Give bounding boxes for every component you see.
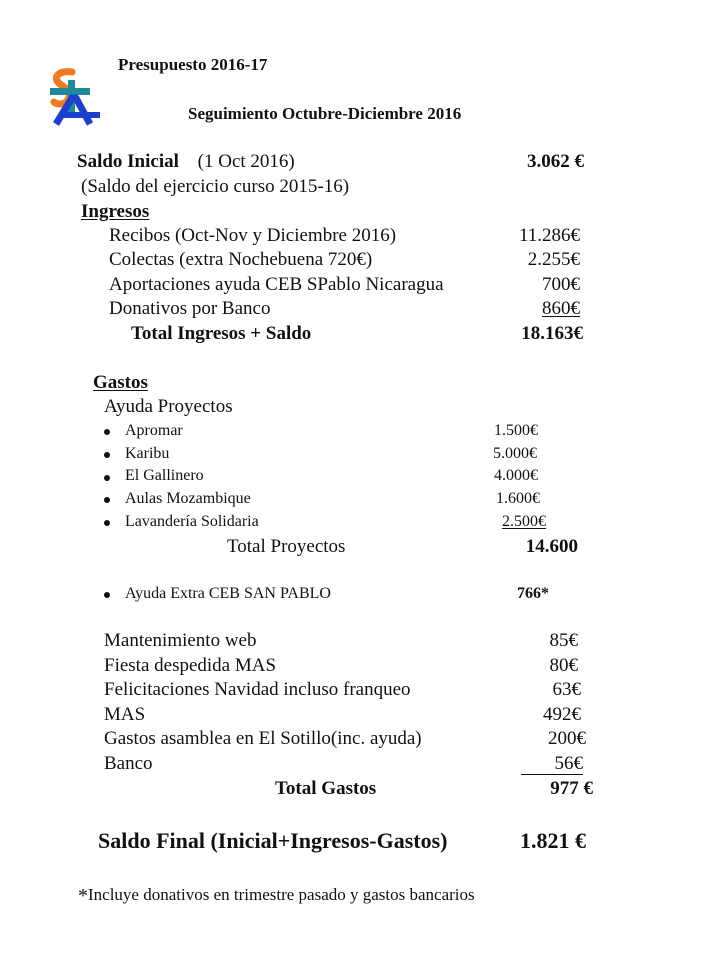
ingreso-value: 860€ <box>542 298 580 319</box>
sum-rule-divider <box>521 774 583 775</box>
saldo-inicial-label: Saldo Inicial <box>77 151 179 172</box>
ayuda-extra-value: 766* <box>517 585 549 602</box>
ingreso-value: 11.286€ <box>518 225 580 246</box>
proyecto-label: Lavandería Solidaria <box>125 513 259 530</box>
saldo-inicial-date: (1 Oct 2016) <box>197 151 295 172</box>
ingreso-label: Aportaciones ayuda CEB SPablo Nicaragua <box>109 274 444 295</box>
ingreso-label: Colectas (extra Nochebuena 720€) <box>109 249 373 270</box>
gasto-label: Mantenimiento web <box>104 630 257 651</box>
proyecto-value: 4.000€ <box>494 467 538 484</box>
total-ingresos-value: 18.163€ <box>521 323 583 344</box>
saldo-final-value: 1.821 € <box>520 828 586 853</box>
total-gastos-label: Total Gastos <box>275 778 377 799</box>
document-subtitle: Seguimiento Octubre-Diciembre 2016 <box>188 104 462 123</box>
ingreso-label: Recibos (Oct-Nov y Diciembre 2016) <box>109 225 397 246</box>
proyecto-label: Apromar <box>125 422 183 439</box>
footnote <box>78 885 475 908</box>
bullet-icon <box>104 429 110 435</box>
ayuda-proyectos-heading: Ayuda Proyectos <box>104 396 233 417</box>
footnote-marker: * <box>78 885 88 907</box>
gasto-value: 85€ <box>549 630 578 651</box>
gasto-value: 492€ <box>543 704 581 725</box>
proyecto-label: Karibu <box>125 445 170 462</box>
gasto-value: 63€ <box>552 679 581 700</box>
proyecto-value: 1.500€ <box>494 422 538 439</box>
saldo-final-label: Saldo Final (Inicial+Ingresos-Gastos) <box>98 828 448 853</box>
gasto-label: Banco <box>104 753 153 774</box>
saldo-inicial-value: 3.062 € <box>527 151 584 172</box>
proyecto-value: 2.500€ <box>502 513 546 530</box>
gasto-label: Fiesta despedida MAS <box>104 655 277 676</box>
bullet-icon <box>104 497 110 503</box>
gasto-value: 80€ <box>549 655 578 676</box>
footnote-text: Incluye donativos en trimestre pasado y gastos bancarios <box>88 885 475 904</box>
bullet-icon <box>104 520 110 526</box>
ingreso-label: Donativos por Banco <box>109 298 271 319</box>
ingreso-value: 2.255€ <box>527 249 580 270</box>
gasto-value: 200€ <box>548 728 586 749</box>
bullet-icon <box>104 475 110 481</box>
saldo-inicial-note: (Saldo del ejercicio curso 2015-16) <box>81 176 350 197</box>
gastos-heading: Gastos <box>93 372 148 393</box>
sca-logo-icon <box>46 68 102 128</box>
saldo-inicial-row <box>77 151 295 173</box>
bullet-icon <box>104 592 110 598</box>
gasto-label: Felicitaciones Navidad incluso franqueo <box>104 679 411 700</box>
gasto-value: 56€ <box>554 753 583 774</box>
proyecto-value: 1.600€ <box>496 490 540 507</box>
gasto-label: Gastos asamblea en El Sotillo(inc. ayuda) <box>104 728 422 749</box>
total-proyectos-label: Total Proyectos <box>227 536 346 557</box>
ingresos-heading: Ingresos <box>81 201 150 222</box>
ingreso-value: 700€ <box>542 274 580 295</box>
proyecto-label: El Gallinero <box>125 467 204 484</box>
document-title: Presupuesto 2016-17 <box>118 55 268 74</box>
total-ingresos-label: Total Ingresos + Saldo <box>131 323 312 344</box>
bullet-icon <box>104 452 110 458</box>
proyecto-label: Aulas Mozambique <box>125 490 251 507</box>
ayuda-extra-label: Ayuda Extra CEB SAN PABLO <box>125 585 331 602</box>
total-proyectos-value: 14.600 <box>525 536 578 557</box>
total-gastos-value: 977 € <box>550 778 593 799</box>
gasto-label: MAS <box>104 704 146 725</box>
proyecto-value: 5.000€ <box>493 445 537 462</box>
